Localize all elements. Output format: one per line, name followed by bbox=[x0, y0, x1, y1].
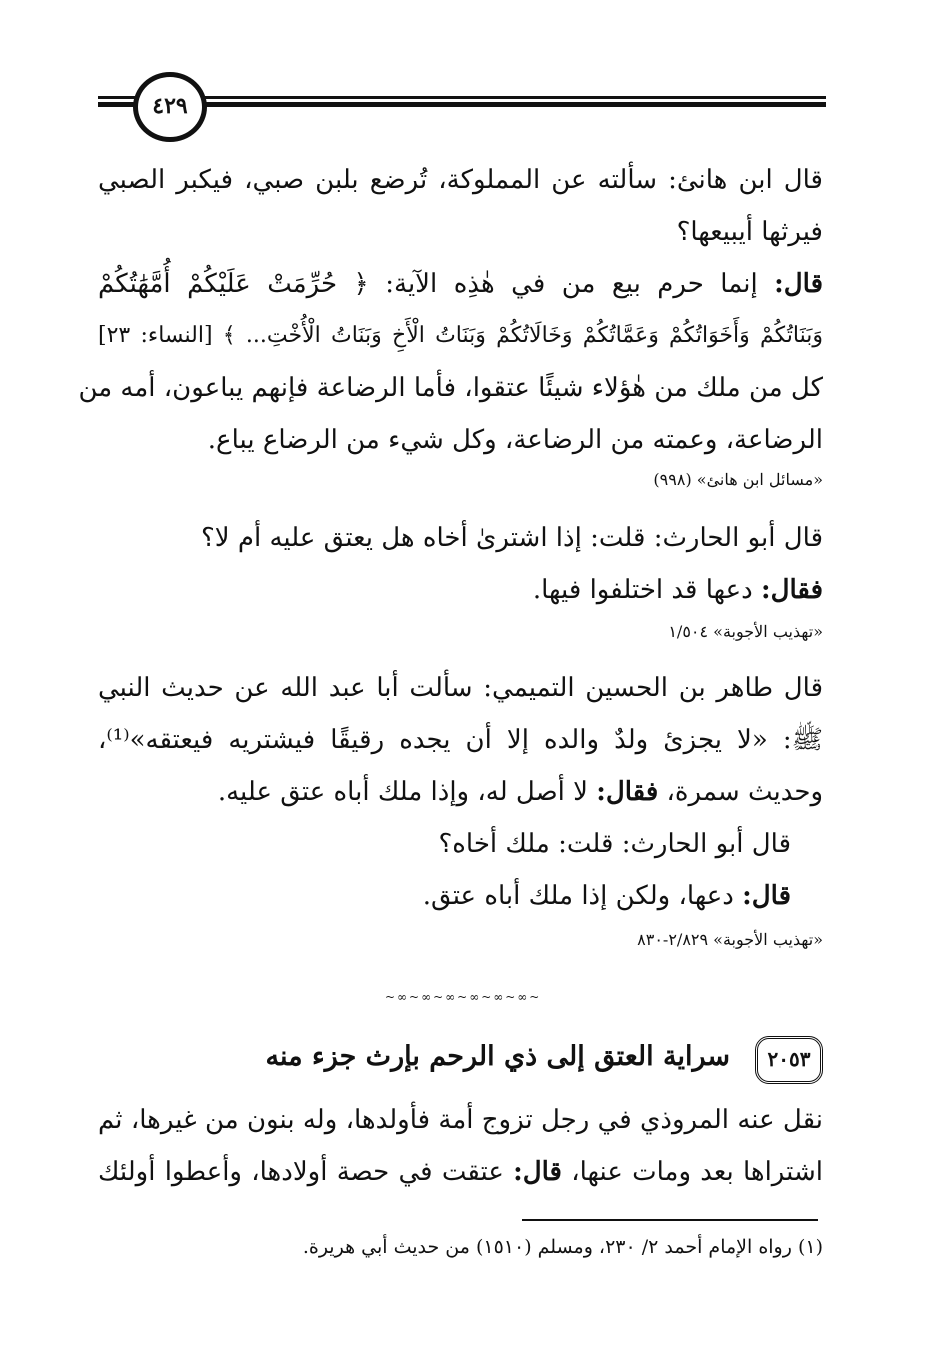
section-title: سراية العتق إلى ذي الرحم بإرث جزء منه bbox=[265, 1041, 730, 1072]
text-line: الرضاعة، وعمته من الرضاعة، وكل شيء من الرضاع يباع. bbox=[207, 425, 823, 455]
text-span: لا أصل له، وإذا ملك أباه عتق عليه. bbox=[217, 777, 588, 807]
speaker-label: قال: bbox=[774, 269, 823, 299]
footnote: (١) رواه الإمام أحمد ٢/ ٢٣٠، ومسلم (١٥١٠) من حديث أبي هريرة. bbox=[302, 1236, 823, 1258]
text-line bbox=[98, 772, 823, 812]
text-span: إنما حرم بيع من في هٰذِه الآية: ﴿ حُرِّمَتْ عَلَيْكُمْ أُمَّهَٰتُكُمْ bbox=[98, 269, 758, 299]
text-line bbox=[98, 1152, 823, 1192]
text-line: كل من ملك من هٰؤلاء شيئًا عتقوا، فأما الرضاعة فإنهم يباعون، أمه من bbox=[78, 373, 823, 403]
text-span: دعها، ولكن إذا ملك أباه عتق. bbox=[422, 881, 734, 911]
source-reference: «تهذيب الأجوبة» ١/٥٠٤ bbox=[668, 622, 823, 641]
divider-ornament: ~∞~∞~∞~∞~∞~∞~ bbox=[385, 990, 542, 1004]
text-line bbox=[98, 264, 823, 304]
text-line: قال أبو الحارث: قلت: ملك أخاه؟ bbox=[438, 829, 791, 859]
speaker-label: فقال: bbox=[761, 575, 823, 605]
text-line: قال طاهر بن الحسين التميمي: سألت أبا عبد الله عن حديث النبي bbox=[98, 673, 823, 703]
text-line: قال ابن هانئ: سألته عن المملوكة، تُرضع بلبن صبي، فيكبر الصبي bbox=[98, 165, 823, 195]
footnote-rule bbox=[522, 1219, 818, 1221]
speaker-label: فقال: bbox=[596, 777, 659, 807]
source-reference: «تهذيب الأجوبة» ٢/٨٢٩-٨٣٠ bbox=[637, 930, 823, 949]
header-rule bbox=[98, 96, 826, 99]
text-line: نقل عنه المروذي في رجل تزوج أمة فأولدها، وله بنون من غيرها، ثم bbox=[98, 1105, 823, 1135]
text-line: ﷺ: «لا يجزئ ولدٌ والده إلا أن يجده رقيقًا فيشتريه فيعتقه»⁽¹⁾، bbox=[98, 725, 823, 755]
text-line bbox=[98, 876, 791, 916]
source-reference: «مسائل ابن هانئ» (٩٩٨) bbox=[653, 470, 823, 489]
text-line bbox=[98, 570, 823, 610]
speaker-label: قال: bbox=[513, 1157, 562, 1187]
header-rule-thick bbox=[98, 102, 826, 107]
page-number: ٤٢٩ bbox=[133, 72, 207, 142]
text-line: فيرثها أيبيعها؟ bbox=[676, 217, 823, 247]
text-line: قال أبو الحارث: قلت: إذا اشترىٰ أخاه هل يعتق عليه أم لا؟ bbox=[201, 523, 823, 553]
text-span: اشتراها بعد ومات عنها، bbox=[571, 1157, 823, 1187]
section-number-badge: ٢٠٥٣ bbox=[755, 1036, 823, 1084]
quran-line: وَبَنَاتُكُمْ وَأَخَوَاتُكُمْ وَعَمَّاتُكُمْ وَخَالَاتُكُمْ وَبَنَاتُ الْأَخِ وَبَنَاتُ الْأُخْتِ... ﴾ [النساء: ٢٣] bbox=[98, 323, 823, 348]
text-span: دعها قد اختلفوا فيها. bbox=[532, 575, 753, 605]
text-span: عتقت في حصة أولادها، وأعطوا أولئك bbox=[98, 1157, 504, 1187]
text-span: وحديث سمرة، bbox=[666, 777, 823, 807]
speaker-label: قال: bbox=[742, 881, 791, 911]
